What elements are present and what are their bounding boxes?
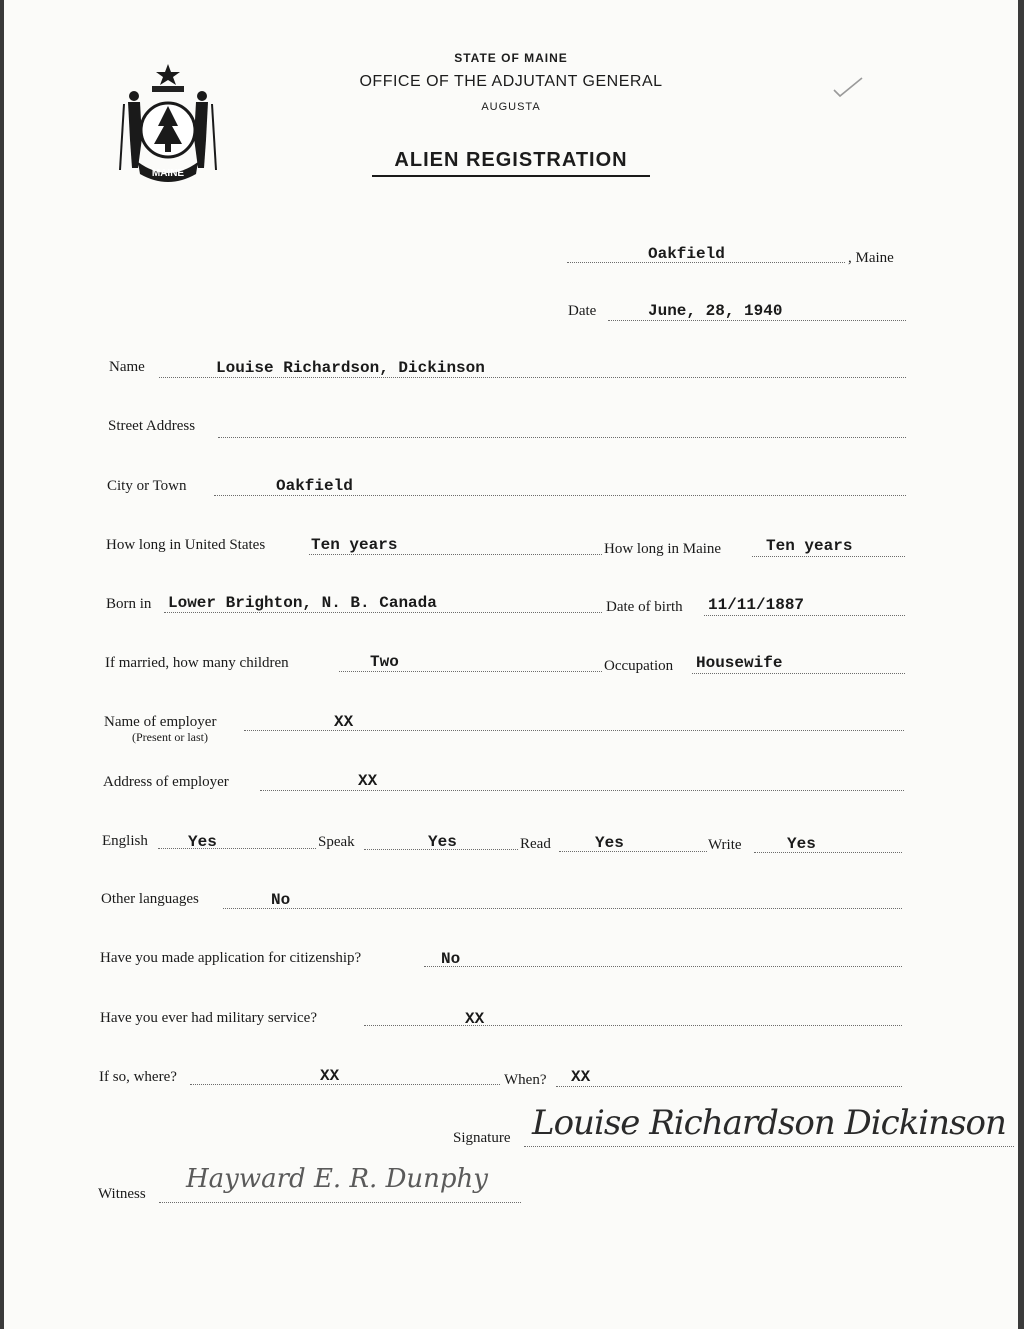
street-address-label: Street Address <box>108 418 196 434</box>
city-value: Oakfield <box>276 477 353 495</box>
children-label: If married, how many children <box>105 655 289 671</box>
military-value: XX <box>465 1010 485 1028</box>
read-label: Read <box>520 836 551 852</box>
citizenship-line <box>424 966 902 967</box>
date-of-birth-value: 11/11/1887 <box>708 596 805 614</box>
how-long-maine-line <box>752 556 905 557</box>
name-label: Name <box>109 359 145 375</box>
when-label: When? <box>504 1072 547 1088</box>
date-line <box>608 320 906 321</box>
witness-line <box>159 1202 521 1203</box>
read-value: Yes <box>595 834 624 852</box>
employer-address-line <box>260 790 904 791</box>
when-line <box>556 1086 902 1087</box>
date-value: June, 28, 1940 <box>648 302 783 320</box>
state-label: , Maine <box>848 250 894 266</box>
other-languages-label: Other languages <box>101 891 199 907</box>
citizenship-value: No <box>441 950 461 968</box>
city-line <box>214 495 906 496</box>
born-in-line <box>164 612 602 613</box>
read-line <box>559 851 707 852</box>
where-value: XX <box>320 1067 340 1085</box>
how-long-us-line <box>309 554 602 555</box>
city-heading: AUGUSTA <box>481 101 541 113</box>
employer-name-label: Name of employer <box>104 714 217 730</box>
how-long-maine-label: How long in Maine <box>604 541 722 557</box>
write-value: Yes <box>787 835 816 853</box>
date-of-birth-line <box>704 615 905 616</box>
signature-line <box>524 1146 1014 1147</box>
employer-address-value: XX <box>358 772 378 790</box>
children-line <box>339 671 602 672</box>
speak-value: Yes <box>428 833 457 851</box>
date-of-birth-label: Date of birth <box>606 599 683 615</box>
employer-address-label: Address of employer <box>103 774 229 790</box>
street-address-line <box>218 437 906 438</box>
title-underline <box>372 175 650 177</box>
occupation-value: Housewife <box>696 654 783 672</box>
where-line <box>190 1084 500 1085</box>
name-value: Louise Richardson, Dickinson <box>216 359 485 377</box>
english-label: English <box>102 833 148 849</box>
date-label: Date <box>568 303 597 319</box>
office-heading: OFFICE OF THE ADJUTANT GENERAL <box>359 73 663 90</box>
signature-value: Louise Richardson Dickinson <box>532 1103 1006 1143</box>
witness-signature: Hayward E. R. Dunphy <box>186 1164 488 1194</box>
military-line <box>364 1025 902 1026</box>
other-languages-value: No <box>271 891 291 909</box>
how-long-us-value: Ten years <box>311 536 398 554</box>
how-long-us-label: How long in United States <box>106 537 266 553</box>
seal-text: MAINE <box>151 168 185 179</box>
where-label: If so, where? <box>99 1069 177 1085</box>
military-label: Have you ever had military service? <box>100 1010 317 1026</box>
page-title: ALIEN REGISTRATION <box>394 149 628 171</box>
how-long-maine-value: Ten years <box>766 537 853 555</box>
other-languages-line <box>223 908 902 909</box>
signature-label: Signature <box>453 1130 511 1146</box>
born-in-value: Lower Brighton, N. B. Canada <box>168 594 437 612</box>
town-value: Oakfield <box>648 245 725 263</box>
occupation-line <box>692 673 905 674</box>
employer-name-value: XX <box>334 713 354 731</box>
when-value: XX <box>571 1068 591 1086</box>
state-heading: STATE OF MAINE <box>454 51 568 65</box>
speak-label: Speak <box>318 834 355 850</box>
english-value: Yes <box>188 833 217 851</box>
born-in-label: Born in <box>106 596 152 612</box>
write-label: Write <box>708 837 742 853</box>
citizenship-label: Have you made application for citizenship? <box>100 950 362 966</box>
children-value: Two <box>370 653 399 671</box>
witness-label: Witness <box>98 1186 146 1202</box>
english-line <box>158 848 316 849</box>
employer-name-sublabel: (Present or last) <box>132 730 208 744</box>
write-line <box>754 852 902 853</box>
name-line <box>159 377 906 378</box>
registration-form <box>4 0 1018 1329</box>
occupation-label: Occupation <box>604 658 674 674</box>
city-label: City or Town <box>107 478 187 494</box>
